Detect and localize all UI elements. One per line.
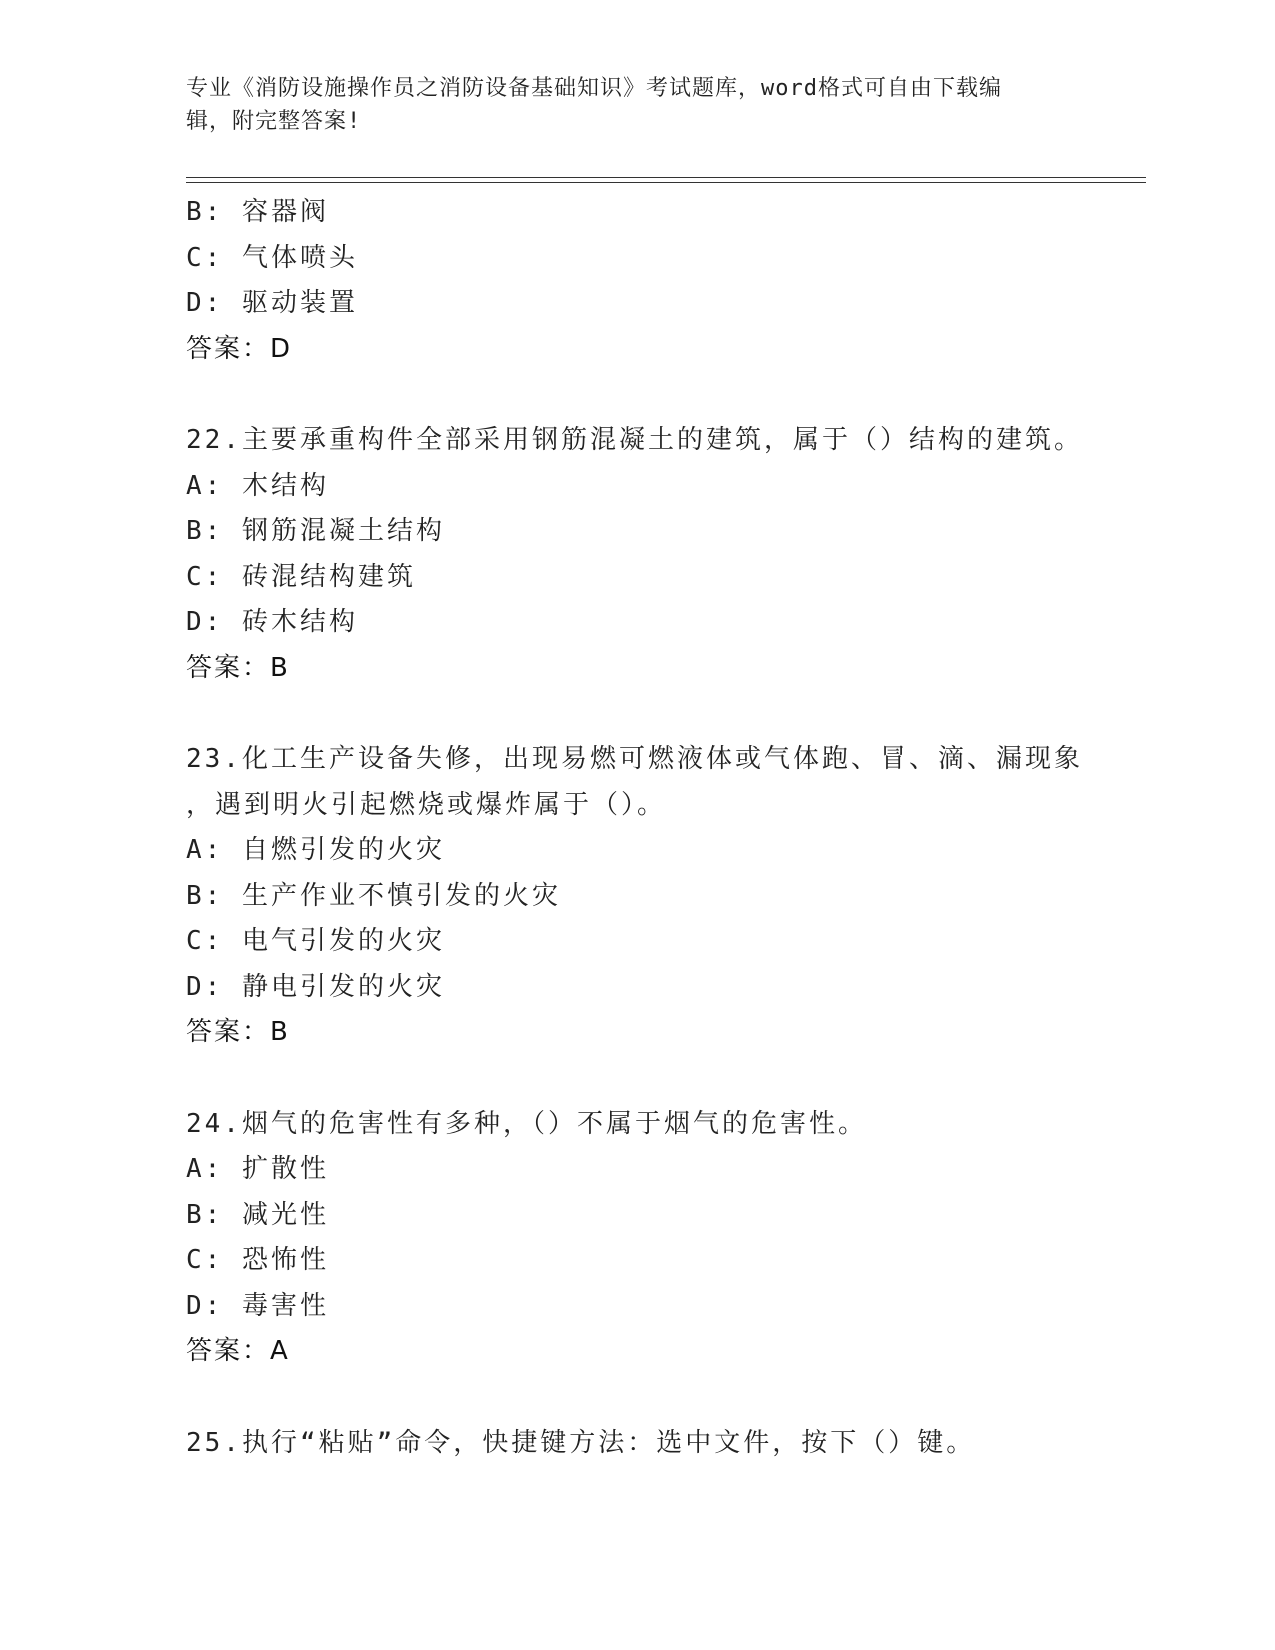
option-a: A: 扩散性: [186, 1154, 329, 1184]
answer-label: 答案：: [186, 1017, 271, 1047]
question-text: 24.烟气的危害性有多种，（）不属于烟气的危害性。: [186, 1108, 867, 1139]
answer-value: D: [270, 333, 292, 364]
option-d: D: 静电引发的火灾: [186, 971, 445, 1002]
option-c: C: 电气引发的火灾: [186, 926, 445, 956]
header-line-2: 辑，附完整答案!: [186, 109, 362, 134]
answer-line: [186, 1010, 1146, 1056]
answer-value: B: [270, 1017, 289, 1047]
option-b: B: 钢筋混凝土结构: [186, 516, 445, 546]
option-c: C: 砖混结构建筑: [186, 561, 416, 592]
question-text-line-1: 23.化工生产设备失修，出现易燃可燃液体或气体跑、冒、滴、漏现象: [186, 744, 1083, 774]
question-list: [186, 190, 1146, 1466]
answer-line: [186, 646, 1146, 692]
question-text: 22.主要承重构件全部采用钢筋混凝土的建筑，属于（）结构的建筑。: [186, 425, 1083, 455]
answer-label: 答案：: [186, 652, 271, 683]
option-a: A: 自燃引发的火灾: [186, 835, 445, 865]
answer-label: 答案：: [186, 1336, 271, 1366]
question-21-continued: [186, 190, 1146, 372]
option-d: D: 毒害性: [186, 1290, 329, 1321]
header-divider-top: [186, 177, 1146, 178]
header-divider-bottom: [186, 182, 1146, 183]
question-25: [186, 1421, 1146, 1467]
answer-line: [186, 327, 1146, 373]
option-a: A: 木结构: [186, 470, 329, 501]
question-24: [186, 1102, 1146, 1375]
answer-value: A: [270, 1336, 289, 1366]
option-d: D: 砖木结构: [186, 607, 358, 637]
answer-value: B: [270, 652, 289, 683]
option-d: D: 驱动装置: [186, 288, 358, 318]
question-23: [186, 737, 1146, 1056]
option-b: B: 容器阀: [186, 197, 329, 227]
answer-line: [186, 1329, 1146, 1375]
option-c: C: 恐怖性: [186, 1245, 329, 1275]
document-header: [186, 72, 1066, 138]
question-22: [186, 418, 1146, 691]
question-text-line-2: ，遇到明火引起燃烧或爆炸属于（）。: [186, 789, 667, 820]
option-c: C: 气体喷头: [186, 242, 358, 273]
answer-label: 答案：: [186, 333, 271, 364]
header-line-1: 专业《消防设施操作员之消防设备基础知识》考试题库，word格式可自由下载编: [186, 76, 1002, 101]
option-b: B: 减光性: [186, 1199, 329, 1230]
option-b: B: 生产作业不慎引发的火灾: [186, 880, 561, 911]
question-text: 25.执行“粘贴”命令，快捷键方法：选中文件，按下（）键。: [186, 1427, 976, 1458]
